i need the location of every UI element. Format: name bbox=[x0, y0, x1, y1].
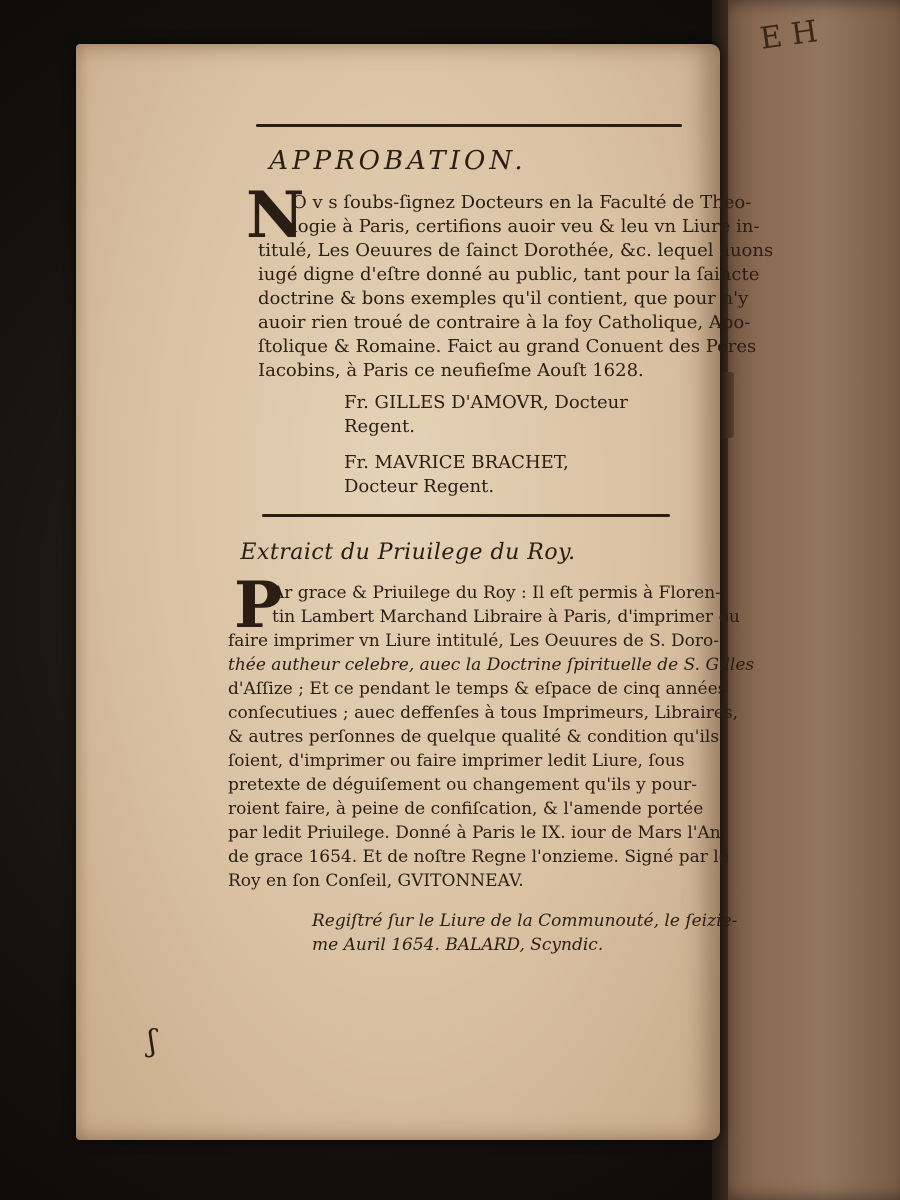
privilege-line: conſecutiues ; auec deffenſes à tous Imprimeurs, Libraires, bbox=[228, 703, 739, 723]
approbation-line: titulé, Les Oeuures de ſainct Dorothée, &c. lequel auons bbox=[258, 240, 774, 261]
approbation-dropcap: N bbox=[246, 178, 305, 253]
privilege-line: tin Lambert Marchand Libraire à Paris, d'imprimer ou bbox=[272, 607, 740, 627]
approbation-line: logie à Paris, certifions auoir veu & leu vn Liure in- bbox=[292, 216, 760, 237]
approbation-line: O v s ſoubs-ſignez Docteurs en la Faculté de Theo- bbox=[292, 192, 752, 213]
registry-line: me Auril 1654. BALARD, Scyndic. bbox=[312, 935, 604, 955]
signature-line: Docteur Regent. bbox=[344, 476, 495, 497]
privilege-line: faire imprimer vn Liure intitulé, Les Oeuures de S. Doro- bbox=[228, 631, 719, 651]
privilege-line: & autres perſonnes de quelque qualité & condition qu'ils bbox=[228, 727, 720, 747]
approbation-line: auoir rien troué de contraire à la foy Catholique, Apo- bbox=[258, 312, 751, 333]
privilege-line: de grace 1654. Et de noſtre Regne l'onzieme. Signé par le bbox=[228, 847, 729, 867]
privilege-line: d'Aſſize ; Et ce pendant le temps & eſpace de cinq années bbox=[228, 679, 727, 699]
book-cover-board bbox=[712, 0, 900, 1200]
privilege-line: pretexte de déguiſement ou changement qu'ils y pour- bbox=[228, 775, 698, 795]
book-page bbox=[76, 44, 774, 1140]
spine-clasp bbox=[720, 372, 734, 438]
approbation-heading: APPROBATION. bbox=[269, 146, 527, 176]
privilege-line: Roy en ſon Conſeil, GVITONNEAV. bbox=[228, 871, 524, 891]
approbation-line: iugé digne d'eſtre donné au public, tant pour la ſaincte bbox=[258, 264, 760, 285]
signature-line: Fr. GILLES D'AMOVR, Docteur bbox=[344, 392, 628, 413]
privilege-dropcap: P bbox=[234, 568, 283, 643]
privilege-line: Ar grace & Priuilege du Roy : Il eſt permis à Floren- bbox=[272, 583, 721, 603]
approbation-line: doctrine & bons exemples qu'il contient, que pour n'y bbox=[258, 288, 749, 309]
privilege-line: ſoient, d'imprimer ou faire imprimer ledit Liure, ſous bbox=[228, 751, 685, 771]
cover-inscription: E H bbox=[757, 14, 820, 57]
margin-mark: ʃ bbox=[148, 1024, 157, 1059]
top-rule bbox=[256, 124, 682, 127]
registry-line: Regiſtré ſur le Liure de la Communouté, le ſeizie- bbox=[312, 911, 738, 931]
middle-rule bbox=[262, 514, 670, 517]
signature-line: Regent. bbox=[344, 416, 415, 437]
privilege-line: roient faire, à peine de confiſcation, & l'amende portée bbox=[228, 799, 704, 819]
approbation-line: Iacobins, à Paris ce neufieſme Aouſt 1628. bbox=[258, 360, 644, 381]
approbation-line: ſtolique & Romaine. Faict au grand Conuent des Peres bbox=[258, 336, 757, 357]
privilege-heading: Extraict du Priuilege du Roy. bbox=[240, 540, 576, 565]
signature-line: Fr. MAVRICE BRACHET, bbox=[344, 452, 569, 473]
privilege-line: thée autheur celebre, auec la Doctrine ſpirituelle de S. Gilles bbox=[228, 655, 755, 675]
privilege-line: par ledit Priuilege. Donné à Paris le IX. iour de Mars l'An bbox=[228, 823, 721, 843]
